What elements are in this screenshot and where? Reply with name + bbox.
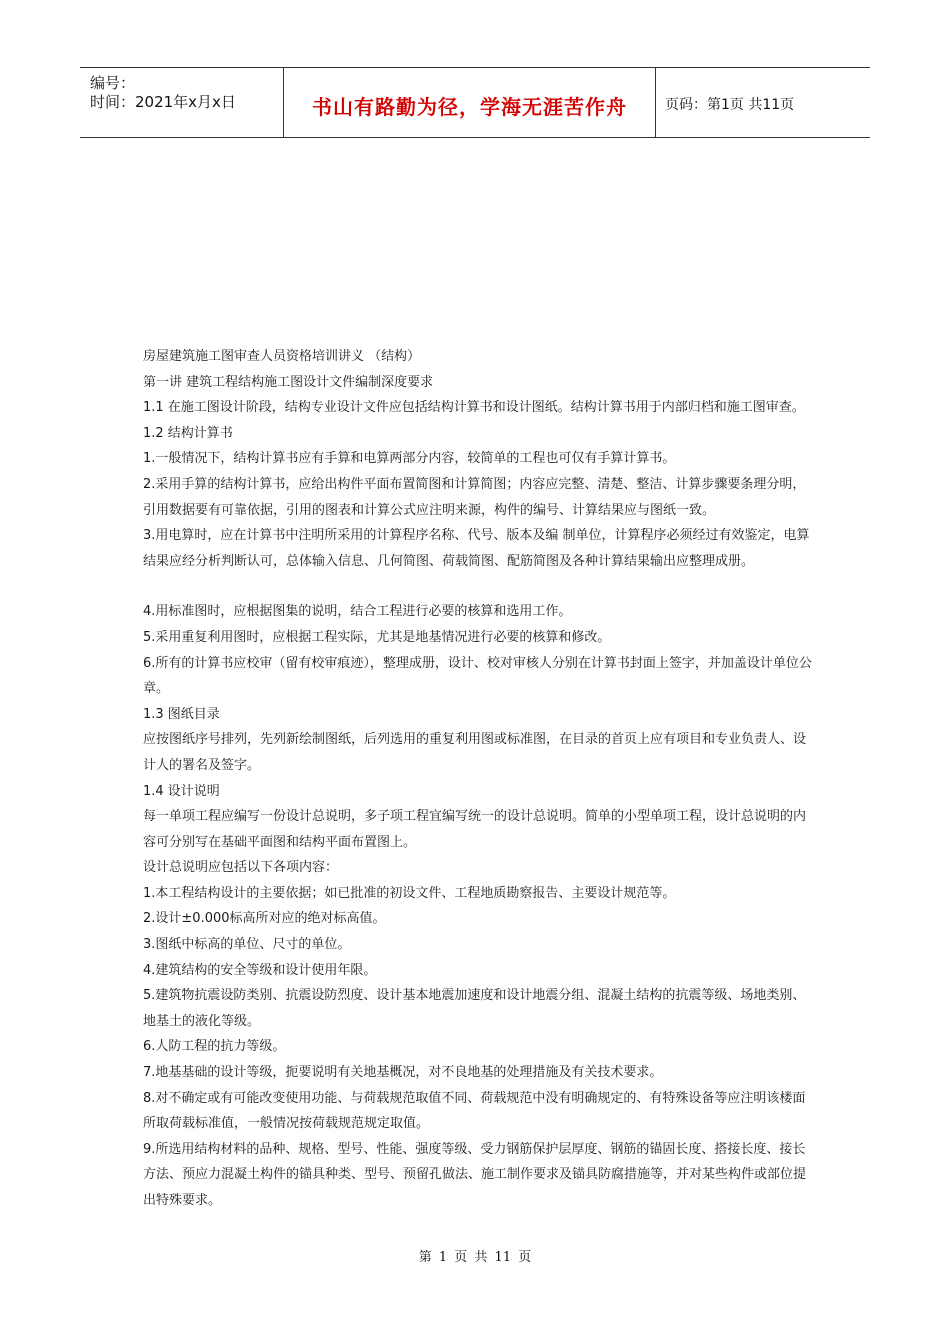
section-heading: 1.3 图纸目录	[143, 706, 220, 722]
paragraph: 设计总说明应包括以下各项内容：	[143, 860, 339, 876]
list-item: 2.设计±0.000标高所对应的绝对标高值。	[143, 911, 386, 927]
list-item: 6.所有的计算书应校审（留有校审痕迹），整理成册，设计、校对审核人分别在计算书封面上签字，并加盖设计单位公章。	[143, 655, 812, 697]
list-item: 1.本工程结构设计的主要依据；如已批准的初设文件、工程地质勘察报告、主要设计规范等。	[143, 885, 676, 901]
paragraph: 1.1 在施工图设计阶段，结构专业设计文件应包括结构计算书和设计图纸。结构计算书用于内部归档和施工图审查。	[143, 400, 805, 416]
lecture-heading: 第一讲 建筑工程结构施工图设计文件编制深度要求	[143, 374, 434, 390]
section-heading: 1.4 设计说明	[143, 783, 220, 799]
header-motto-cell	[283, 68, 656, 137]
page-footer: 第 1 页 共 11 页	[418, 1250, 532, 1265]
list-item: 4.用标准图时，应根据图集的说明，结合工程进行必要的核算和选用工作。	[143, 604, 572, 620]
spacer	[143, 574, 813, 599]
paragraph: 每一单项工程应编写一份设计总说明，多子项工程宜编写统一的设计总说明。简单的小型单项工程，设计总说明的内容可分别写在基础平面图和结构平面布置图上。	[143, 809, 807, 850]
header-page-info: 页码：第1页 共11页	[665, 97, 795, 113]
list-item: 7.地基基础的设计等级，扼要说明有关地基概况，对不良地基的处理措施及有关技术要求。	[143, 1065, 663, 1081]
document-body	[143, 344, 813, 1214]
list-item: 6.人防工程的抗力等级。	[143, 1039, 286, 1055]
list-item: 2.采用手算的结构计算书，应给出构件平面布置简图和计算简图；内容应完整、清楚、整洁、计算步骤要条理分明，引用数据要有可靠依据，引用的图表和计算公式应注明来源，构件的编号、计算结果应与图纸一致。	[143, 476, 806, 518]
list-item: 1.一般情况下，结构计算书应有手算和电算两部分内容，较简单的工程也可仅有手算计算书。	[143, 451, 676, 467]
header-motto: 书山有路勤为径，学海无涯苦作舟	[312, 95, 627, 119]
time-label: 时间：2021年x月x日	[90, 93, 236, 111]
list-item: 3.用电算时，应在计算书中注明所采用的计算程序名称、代号、版本及编 制单位，计算程序必须经过有效鉴定，电算结果应经分析判断认可，总体输入信息、几何简图、荷载简图、配筋简图及各种计算结果输出应整理成册。	[143, 528, 810, 569]
number-label: 编号：	[90, 74, 136, 92]
list-item: 4.建筑结构的安全等级和设计使用年限。	[143, 962, 377, 978]
paragraph: 应按图纸序号排列，先列新绘制图纸，后列选用的重复利用图或标准图，在目录的首页上应有项目和专业负责人、设计人的署名及签字。	[143, 732, 807, 773]
list-item: 8.对不确定或有可能改变使用功能、与荷载规范取值不同、荷载规范中没有明确规定的、有特殊设备等应注明该楼面所取荷载标准值，一般情况按荷载规范规定取值。	[143, 1090, 806, 1132]
header-page-cell	[655, 68, 870, 137]
list-item: 5.建筑物抗震设防类别、抗震设防烈度、设计基本地震加速度和设计地震分组、混凝土结构的抗震等级、场地类别、地基土的液化等级。	[143, 988, 806, 1029]
list-item: 3.图纸中标高的单位、尺寸的单位。	[143, 937, 351, 953]
section-heading: 1.2 结构计算书	[143, 425, 233, 441]
doc-title: 房屋建筑施工图审查人员资格培训讲义 （结构）	[143, 349, 421, 364]
list-item: 5.采用重复利用图时，应根据工程实际，尤其是地基情况进行必要的核算和修改。	[143, 629, 611, 645]
header-meta-cell	[80, 68, 283, 137]
page-header	[80, 67, 870, 138]
list-item: 9.所选用结构材料的品种、规格、型号、性能、强度等级、受力钢筋保护层厚度、钢筋的锚固长度、搭接长度、接长方法、预应力混凝土构件的锚具种类、型号、预留孔做法、施工制作要求及锚具防腐措施等，并对某些构件或部位提出特殊要求。	[143, 1141, 807, 1208]
